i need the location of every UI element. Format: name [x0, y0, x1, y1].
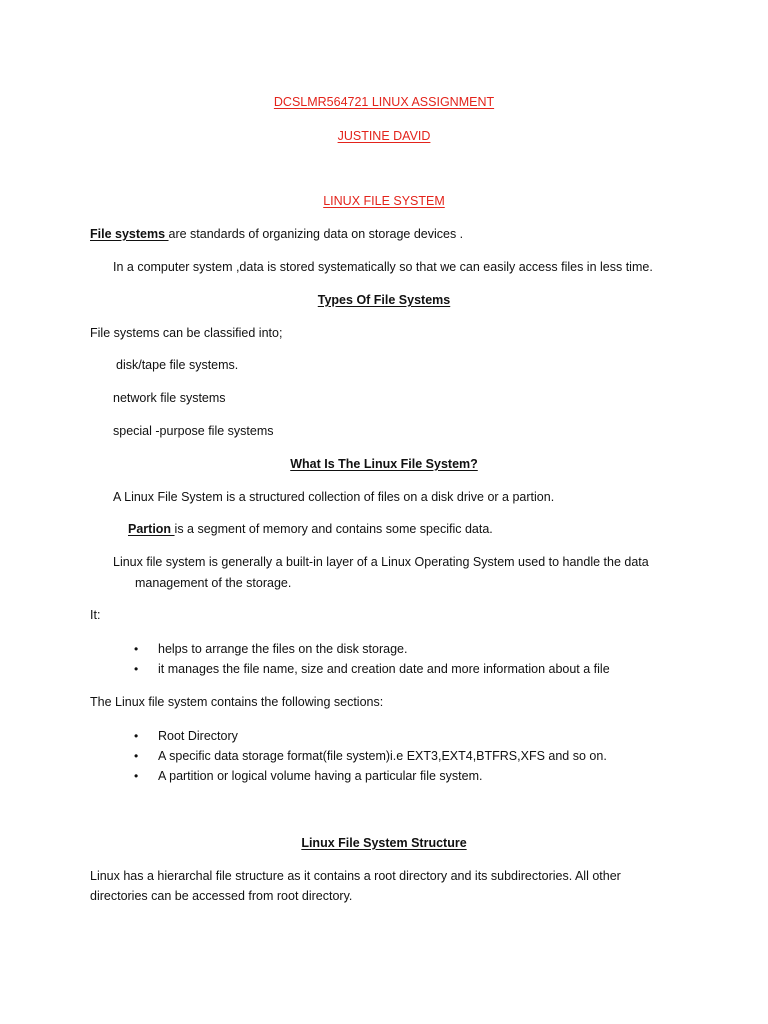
types-lead: File systems can be classified into; — [90, 326, 283, 340]
type-item-network: network file systems — [113, 391, 226, 405]
intro-paragraph: In a computer system ,data is stored systematically so that we can easily access files in less time. — [113, 260, 653, 274]
partion-definition: is a segment of memory and contains some specific data. — [174, 522, 493, 536]
what-is-paragraph: A Linux File System is a structured collection of files on a disk drive or a partion. — [113, 490, 555, 504]
list-item — [0, 641, 768, 657]
bullet-icon: • — [134, 769, 139, 783]
list-item-text: helps to arrange the files on the disk storage. — [158, 642, 408, 656]
list-item-text: it manages the file name, size and creation date and more information about a file — [158, 662, 610, 676]
type-item-disk: disk/tape file systems. — [116, 358, 239, 372]
intro-definition-line — [90, 226, 463, 242]
list-item — [0, 728, 768, 744]
list-item-text: A partition or logical volume having a particular file system. — [158, 769, 483, 783]
author-name: JUSTINE DAVID — [337, 129, 431, 143]
document-title: LINUX FILE SYSTEM — [323, 194, 445, 208]
structure-line-2: directories can be accessed from root directory. — [90, 889, 353, 903]
bullet-icon: • — [134, 642, 139, 656]
bullet-icon: • — [134, 662, 139, 676]
list-item — [0, 748, 768, 764]
structure-heading: Linux File System Structure — [301, 836, 467, 850]
list-item — [0, 768, 768, 784]
built-in-layer-line-2: management of the storage. — [135, 576, 292, 590]
what-is-heading: What Is The Linux File System? — [290, 457, 478, 471]
structure-line-1: Linux has a hierarchal file structure as it contains a root directory and its subdirectories. All other — [90, 869, 621, 883]
it-label: It: — [90, 608, 101, 622]
list-item-text: Root Directory — [158, 729, 238, 743]
list-item — [0, 661, 768, 677]
partion-term: Partion — [128, 522, 175, 536]
file-systems-definition: are standards of organizing data on storage devices . — [168, 227, 464, 241]
types-heading: Types Of File Systems — [317, 293, 451, 307]
sections-lead: The Linux file system contains the following sections: — [90, 695, 384, 709]
course-title: DCSLMR564721 LINUX ASSIGNMENT — [273, 95, 495, 109]
file-systems-term: File systems — [90, 227, 169, 241]
bullet-icon: • — [134, 729, 139, 743]
partion-definition-line — [128, 521, 493, 537]
bullet-icon: • — [134, 749, 139, 763]
type-item-special: special -purpose file systems — [113, 424, 274, 438]
built-in-layer-line-1: Linux file system is generally a built-in layer of a Linux Operating System used to handle the data — [113, 555, 649, 569]
list-item-text: A specific data storage format(file system)i.e EXT3,EXT4,BTFRS,XFS and so on. — [158, 749, 607, 763]
